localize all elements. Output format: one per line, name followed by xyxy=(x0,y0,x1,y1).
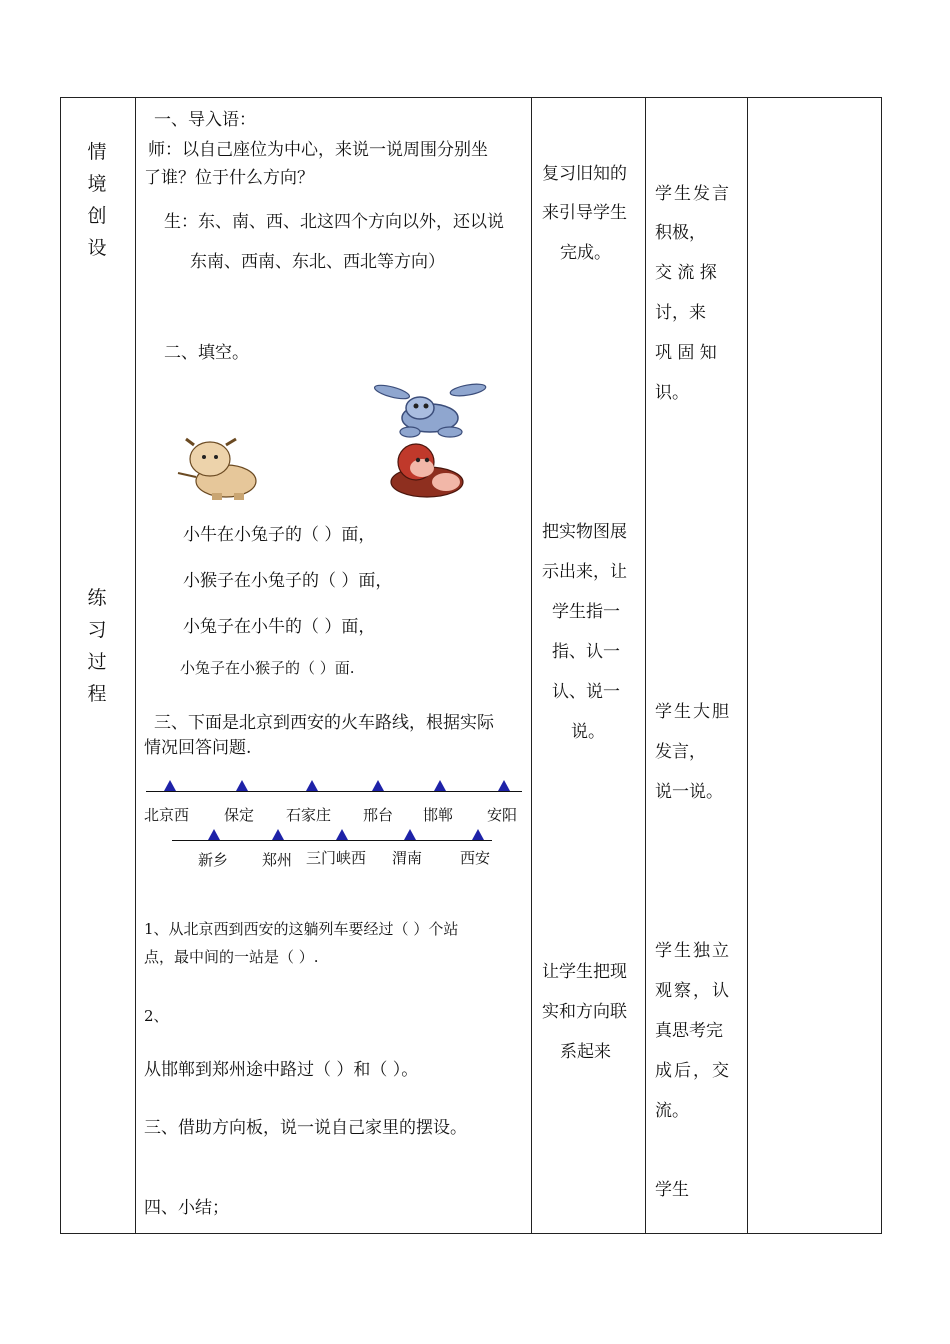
label-char: 程 xyxy=(87,683,107,705)
student-line-1: 生：东、南、西、北这四个方向以外，还以说 xyxy=(164,212,504,232)
column-divider xyxy=(645,98,646,1233)
section-direction-board: 三、借助方向板，说一说自己家里的摆设。 xyxy=(144,1118,467,1138)
label-char: 练 xyxy=(87,587,107,609)
route-line-2 xyxy=(172,840,492,841)
station-marker xyxy=(336,829,348,840)
student-note: 交 流 探 xyxy=(655,263,717,283)
ox-illustration xyxy=(168,437,270,501)
station-marker xyxy=(208,829,220,840)
student-note: 学生发言 xyxy=(655,184,731,204)
station-label: 三门峡西 xyxy=(306,849,367,867)
station-marker xyxy=(372,780,384,791)
label-situation xyxy=(86,136,108,264)
rabbit-illustration xyxy=(372,380,490,442)
route-question-2: 从邯郸到郑州途中路过（ ）和（ ）。 xyxy=(144,1060,419,1080)
column-divider xyxy=(747,98,748,1233)
teacher-line-1: 师：以自己座位为中心，来说一说周围分别坐 xyxy=(148,140,488,160)
student-note: 流。 xyxy=(655,1101,689,1121)
student-note: 学生独立 xyxy=(655,941,731,961)
label-char: 情 xyxy=(87,141,107,163)
section-intro-title: 一、导入语： xyxy=(154,110,256,130)
station-label: 邯郸 xyxy=(423,806,454,824)
fill-question-1: 小牛在小兔子的（ ）面， xyxy=(183,525,376,545)
route-line-1 xyxy=(146,791,522,792)
teacher-note: 学生指一 xyxy=(552,602,620,622)
route-question-1-line-1: 1、从北京西到西安的这躺列车要经过（ ）个站 xyxy=(144,920,459,938)
station-label: 安阳 xyxy=(487,806,518,824)
label-char: 创 xyxy=(87,205,107,227)
station-label: 新乡 xyxy=(198,851,229,869)
fill-question-2: 小猴子在小兔子的（ ）面， xyxy=(183,571,393,591)
teacher-note: 让学生把现 xyxy=(542,962,627,982)
section-fill-title: 二、填空。 xyxy=(164,343,249,363)
station-marker xyxy=(272,829,284,840)
label-practice xyxy=(86,582,108,710)
section-route-title-2: 情况回答问题. xyxy=(144,738,252,758)
student-note: 讨，来 xyxy=(655,303,706,323)
section-summary: 四、小结； xyxy=(144,1198,229,1218)
monkey-illustration xyxy=(380,442,474,498)
label-char: 设 xyxy=(87,237,107,259)
student-line-2: 东南、西南、东北、西北等方向） xyxy=(190,252,445,272)
station-marker xyxy=(404,829,416,840)
teacher-line-2: 了谁？位于什么方向？ xyxy=(144,168,314,188)
station-marker xyxy=(164,780,176,791)
teacher-note: 复习旧知的 xyxy=(542,164,627,184)
column-divider xyxy=(135,98,136,1233)
teacher-note: 来引导学生 xyxy=(542,203,627,223)
station-label: 郑州 xyxy=(262,851,293,869)
student-note: 巩 固 知 xyxy=(655,343,717,363)
station-label: 邢台 xyxy=(363,806,394,824)
student-note: 真思考完 xyxy=(655,1021,723,1041)
student-note: 积极， xyxy=(655,223,706,243)
student-note: 说一说。 xyxy=(655,782,723,802)
station-label: 石家庄 xyxy=(286,806,332,824)
teacher-note: 示出来，让 xyxy=(542,562,627,582)
student-note: 发言， xyxy=(655,742,706,762)
student-note: 识。 xyxy=(655,383,689,403)
section-route-title-1: 三、下面是北京到西安的火车路线，根据实际 xyxy=(154,713,494,733)
teacher-note: 说。 xyxy=(571,722,605,742)
teacher-note: 指、认一 xyxy=(552,642,620,662)
fill-question-4: 小兔子在小猴子的（ ）面. xyxy=(180,659,355,677)
station-marker xyxy=(472,829,484,840)
station-label: 西安 xyxy=(460,849,491,867)
route-question-2-number: 2、 xyxy=(144,1007,169,1025)
station-marker xyxy=(498,780,510,791)
student-note: 学生 xyxy=(655,1180,689,1200)
label-char: 过 xyxy=(87,651,107,673)
student-note: 学生大胆 xyxy=(655,702,731,722)
station-marker xyxy=(236,780,248,791)
teacher-note: 完成。 xyxy=(560,243,611,263)
route-question-1-line-2: 点，最中间的一站是（ ）. xyxy=(144,948,319,966)
column-divider xyxy=(531,98,532,1233)
station-marker xyxy=(434,780,446,791)
label-char: 境 xyxy=(87,173,107,195)
teacher-note: 系起来 xyxy=(560,1042,611,1062)
fill-question-3: 小兔子在小牛的（ ）面， xyxy=(183,617,376,637)
station-marker xyxy=(306,780,318,791)
student-note: 观察，认 xyxy=(655,981,731,1001)
student-note: 成后，交 xyxy=(655,1061,731,1081)
station-label: 北京西 xyxy=(144,806,190,824)
teacher-note: 实和方向联 xyxy=(542,1002,627,1022)
station-label: 渭南 xyxy=(392,849,423,867)
teacher-note: 认、说一 xyxy=(552,682,620,702)
station-label: 保定 xyxy=(224,806,255,824)
label-char: 习 xyxy=(87,619,107,641)
teacher-note: 把实物图展 xyxy=(542,522,627,542)
